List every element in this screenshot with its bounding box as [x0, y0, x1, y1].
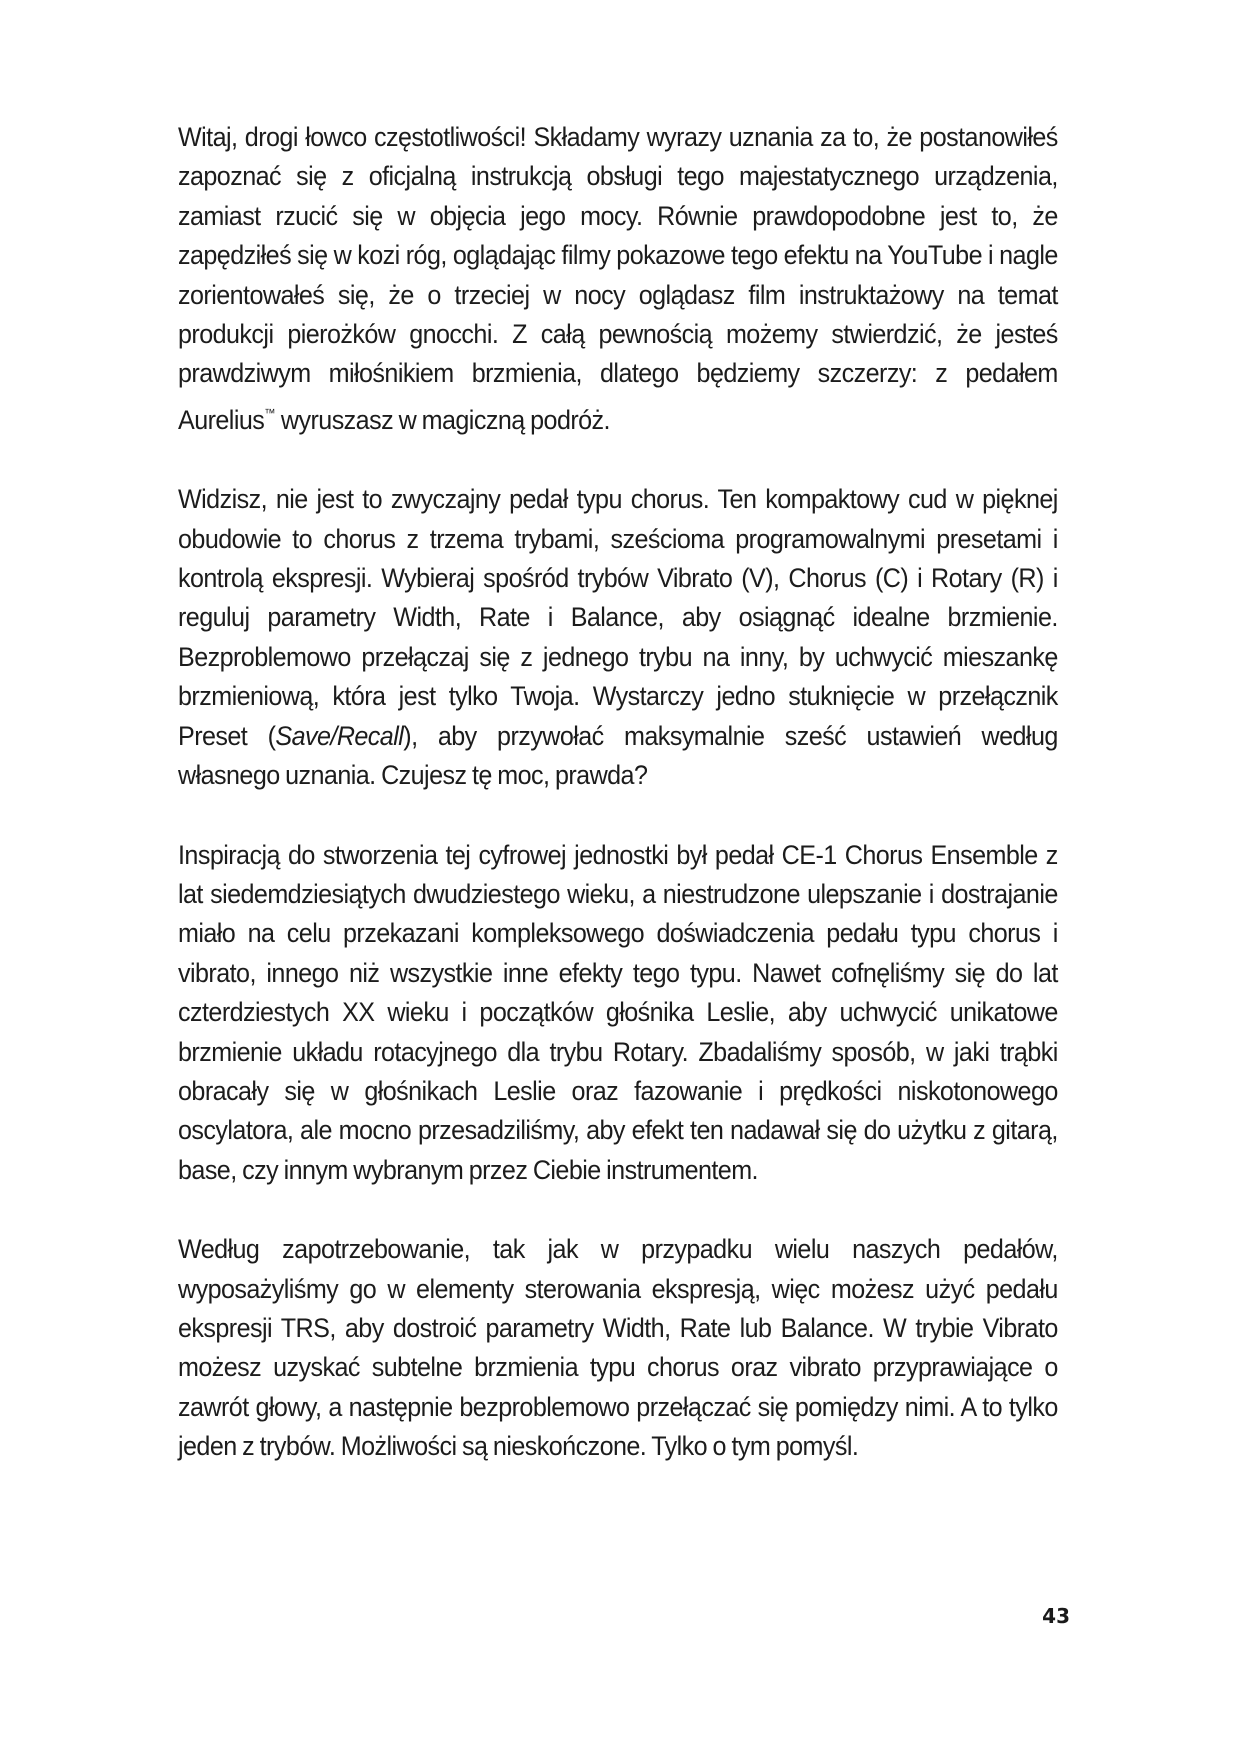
intro-text-end: wyruszasz w magiczną podróż. — [275, 404, 610, 435]
body-text — [178, 118, 1058, 1467]
save-recall-term: Save/Recall — [275, 720, 404, 751]
paragraph-features — [178, 480, 1058, 795]
page-number: 43 — [1042, 1604, 1070, 1628]
paragraph-expression: Według zapotrzebowanie, tak jak w przypadku wielu naszych pedałów, wyposażyliśmy go w elementy sterowania ekspresją, więc możesz użyć pedału ekspresji TRS, aby dostroić parametry Width, Rate lub Balance. W trybie Vibrato możesz uzyskać subtelne brzmienia typu chorus oraz vibrato przyprawiające o zawrót głowy, a następnie bezproblemowo przełączać się pomiędzy nimi. A to tylko jeden z trybów. Możliwości są nieskończone. Tylko o tym pomyśl. — [178, 1234, 1058, 1462]
paragraph-inspiration: Inspiracją do stworzenia tej cyfrowej jednostki był pedał CE-1 Chorus Ensemble z lat siedemdziesiątych dwudziestego wieku, a niestrudzone ulepszanie i dostrajanie miało na celu przekazani kompleksowego doświadczenia pedału typu chorus i vibrato, innego niż wszystkie inne efekty tego typu. Nawet cofnęliśmy się do lat czterdziestych XX wieku i początków głośnika Leslie, aby uchwycić unikatowe brzmienie układu rotacyjnego dla trybu Rotary. Zbadaliśmy sposób, w jaki trąbki obracały się w głośnikach Leslie oraz fazowanie i prędkości niskotonowego oscylatora, ale mocno przesadziliśmy, aby efekt ten nadawał się do użytku z gitarą, base, czy innym wybranym przez Ciebie instrumentem. — [178, 839, 1058, 1185]
intro-text: Witaj, drogi łowco częstotliwości! Składamy wyrazy uznania za to, że postanowiłeś zapoznać się z oficjalną instrukcją obsługi tego majestatycznego urządzenia, zamiast rzucić się w objęcia jego mocy. Równie prawdopodobne jest to, że zapędziłeś się w kozi róg, oglądając filmy pokazowe tego efektu na YouTube i nagle zorientowałeś się, że o trzeciej w nocy oglądasz film instruktażowy na temat produkcji pierożków gnocchi. Z całą pewnością możemy stwierdzić, że jesteś prawdziwym miłośnikiem brzmienia, dlatego będziemy szczerzy: z pedałem Aurelius — [178, 122, 1058, 435]
features-text: Widzisz, nie jest to zwyczajny pedał typu chorus. Ten kompaktowy cud w pięknej obudowie to chorus z trzema trybami, sześcioma programowalnymi presetami i kontrolą ekspresji. Wybieraj spośród trybów Vibrato (V), Chorus (C) i Rotary (R) i reguluj parametry Width, Rate i Balance, aby osiągnąć idealne brzmienie. Bezproblemowo przełączaj się z jednego trybu na inny, by uchwycić mieszankę brzmieniową, która jest tylko Twoja. Wystarczy jedno stuknięcie w przełącznik Preset ( — [178, 484, 1058, 751]
paragraph-intro — [178, 118, 1058, 440]
features-text-end: ), aby przywołać maksymalnie sześć ustawień według własnego uznania. Czujesz tę moc, prawda? — [178, 720, 1058, 791]
trademark-symbol: ™ — [264, 405, 276, 420]
